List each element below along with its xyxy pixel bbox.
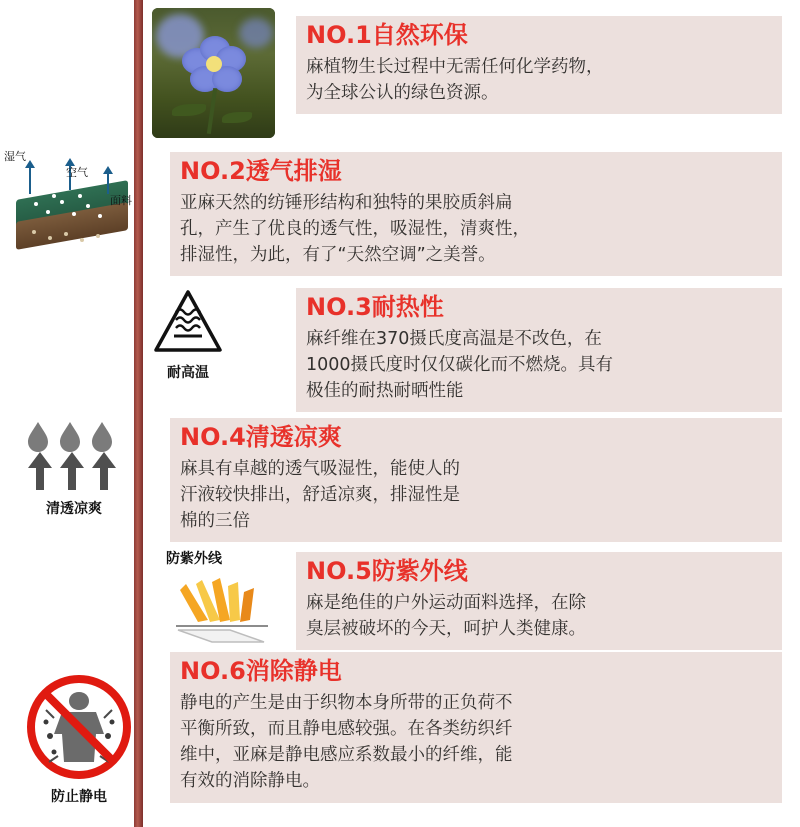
feature-line: 棉的三倍 (180, 511, 250, 532)
feature-title-6: NO.6消除静电 (180, 657, 342, 685)
no-static-prohibition-icon (24, 672, 134, 782)
heat-resistant-triangle-icon (152, 288, 224, 360)
caption-cool-dry: 清透凉爽 (46, 501, 102, 517)
feature-title-1: NO.1自然环保 (306, 21, 468, 49)
feature-line: 孔，产生了优良的透气性，吸湿性，清爽性， (180, 218, 530, 239)
feature-line: 麻具有卓越的透气吸湿性，能使人的 (180, 458, 460, 479)
feature-line: 有效的消除静电。 (180, 771, 320, 792)
feature-block-4 (170, 418, 782, 542)
caption-uv-protection: 防紫外线 (166, 551, 222, 567)
label-fabric: 面料 (110, 194, 132, 207)
feature-line: 维中，亚麻是静电感应系数最小的纤维，能 (180, 745, 513, 766)
cool-dry-droplets-icon (14, 418, 134, 498)
feature-line: 亚麻天然的纺锤形结构和独特的果胶质斜扁 (180, 192, 513, 213)
feature-line: 臭层被破坏的今天，呵护人类健康。 (306, 618, 586, 639)
feature-body-4 (180, 456, 772, 535)
feature-line: 麻植物生长过程中无需任何化学药物， (306, 56, 604, 77)
feature-line: 静电的产生是由于织物本身所带的正负荷不 (180, 692, 513, 713)
feature-body-6 (180, 690, 772, 795)
flower-icon (182, 36, 246, 96)
feature-block-5 (296, 552, 782, 650)
feature-line: 平衡所致，而且静电感较强。在各类纺织纤 (180, 718, 513, 739)
feature-title-5: NO.5防紫外线 (306, 557, 468, 585)
feature-body-1 (306, 54, 772, 107)
feature-title-3: NO.3耐热性 (306, 293, 444, 321)
feature-body-2 (180, 190, 772, 269)
feature-block-1 (296, 16, 782, 114)
feature-line: 排湿性，为此，有了“天然空调”之美誉。 (180, 245, 496, 266)
feature-body-5 (306, 590, 772, 643)
feature-line: 极佳的耐热耐晒性能 (306, 381, 464, 402)
feature-block-3 (296, 288, 782, 412)
label-moisture: 湿气 (4, 150, 26, 163)
uv-protection-icon (168, 572, 288, 644)
feature-line: 麻是绝佳的户外运动面料选择，在除 (306, 592, 586, 613)
feature-body-3 (306, 326, 772, 405)
feature-line: 为全球公认的绿色资源。 (306, 82, 499, 103)
fabric-breathable-icon (4, 150, 138, 260)
feature-title-4: NO.4清透凉爽 (180, 423, 342, 451)
feature-block-2 (170, 152, 782, 276)
label-air: 空气 (66, 166, 88, 179)
feature-line: 麻纤维在370摄氏度高温是不改色，在 (306, 328, 602, 349)
timeline-spine (134, 0, 143, 827)
feature-title-2: NO.2透气排湿 (180, 157, 342, 185)
caption-anti-static: 防止静电 (51, 789, 107, 805)
feature-line: 1000摄氏度时仅仅碳化而不燃烧。具有 (306, 354, 614, 375)
flax-flower-photo (152, 8, 275, 138)
feature-line: 汗液较快排出，舒适凉爽，排湿性是 (180, 484, 460, 505)
caption-heat-resistant: 耐高温 (167, 365, 209, 381)
feature-block-6 (170, 652, 782, 803)
